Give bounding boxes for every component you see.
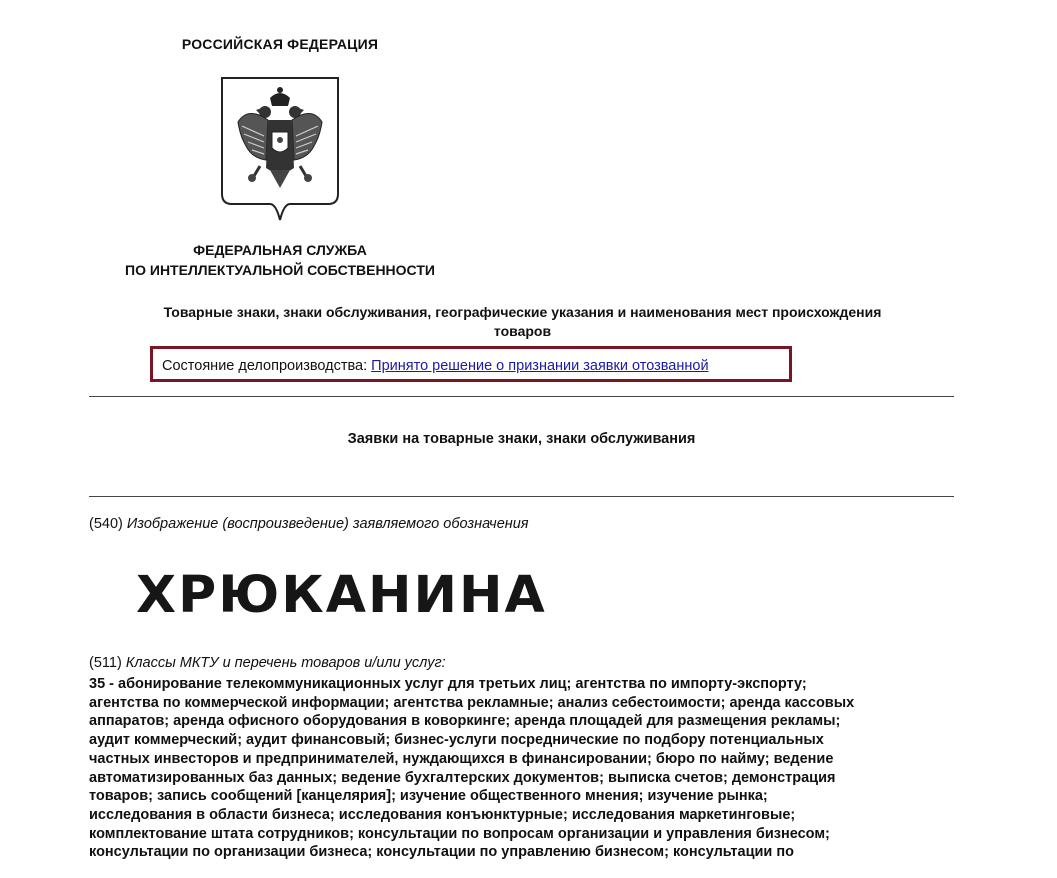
goods-line: комплектование штата сотрудников; консультации по вопросам организации и управления бизнесом; <box>89 825 830 842</box>
goods-line: аудит коммерческий; аудит финансовый; бизнес-услуги посреднические по подбору потенциальных <box>89 732 824 749</box>
goods-services-list <box>89 675 969 862</box>
goods-line: исследования в области бизнеса; исследования конъюнктурные; исследования маркетинговые; <box>89 806 796 823</box>
goods-line: консультации по организации бизнеса; консультации по управлению бизнесом; консультации по <box>89 844 794 861</box>
agency-name-line1: ФЕДЕРАЛЬНАЯ СЛУЖБА <box>193 242 367 258</box>
case-status-link[interactable]: Принято решение о признании заявки отозванной <box>371 358 709 374</box>
field-511-code: (511) <box>89 655 126 671</box>
goods-line: агентства по коммерческой информации; агентства рекламные; анализ себестоимости; аренда кассовых <box>89 694 855 711</box>
agency-name-line2: ПО ИНТЕЛЛЕКТУАЛЬНОЙ СОБСТВЕННОСТИ <box>125 262 435 278</box>
trademark-word-mark: ХРЮКАНИНА <box>136 566 547 625</box>
field-511-label: Классы МКТУ и перечень товаров и/или услуг: <box>125 655 446 671</box>
registry-title-line2: товаров <box>493 323 552 339</box>
field-540-label: Изображение (воспроизведение) заявляемого обозначения <box>126 516 529 532</box>
field-540-heading <box>89 516 529 532</box>
field-540-code: (540) <box>89 516 127 532</box>
goods-line: автоматизированных баз данных; ведение бухгалтерских документов; выписка счетов; демонстрация <box>89 769 836 786</box>
case-status-label: Состояние делопроизводства: <box>162 358 372 374</box>
goods-line: аппаратов; аренда офисного оборудования в коворкинге; аренда площадей для размещения рекламы; <box>89 713 841 730</box>
divider-top <box>89 396 954 397</box>
registry-title <box>100 303 945 341</box>
coat-of-arms-icon <box>220 76 340 222</box>
divider-bottom <box>89 496 954 497</box>
goods-line: частных инвесторов и предпринимателей, нуждающихся в финансировании; бюро по найму; ведение <box>89 750 834 767</box>
goods-line: 35 - абонирование телекоммуникационных услуг для третьих лиц; агентства по импорту-экспорту; <box>89 676 807 692</box>
registry-title-line1: Товарные знаки, знаки обслуживания, географические указания и наименования мест происхождения <box>163 304 882 320</box>
field-511-heading <box>89 655 446 671</box>
goods-line: товаров; запись сообщений [канцелярия]; изучение общественного мнения; изучение рынка; <box>89 788 768 805</box>
agency-name <box>90 240 470 280</box>
section-title: Заявки на товарные знаки, знаки обслуживания <box>347 431 696 447</box>
country-title: РОССИЙСКАЯ ФЕДЕРАЦИЯ <box>181 36 379 52</box>
case-status-box <box>150 346 792 382</box>
